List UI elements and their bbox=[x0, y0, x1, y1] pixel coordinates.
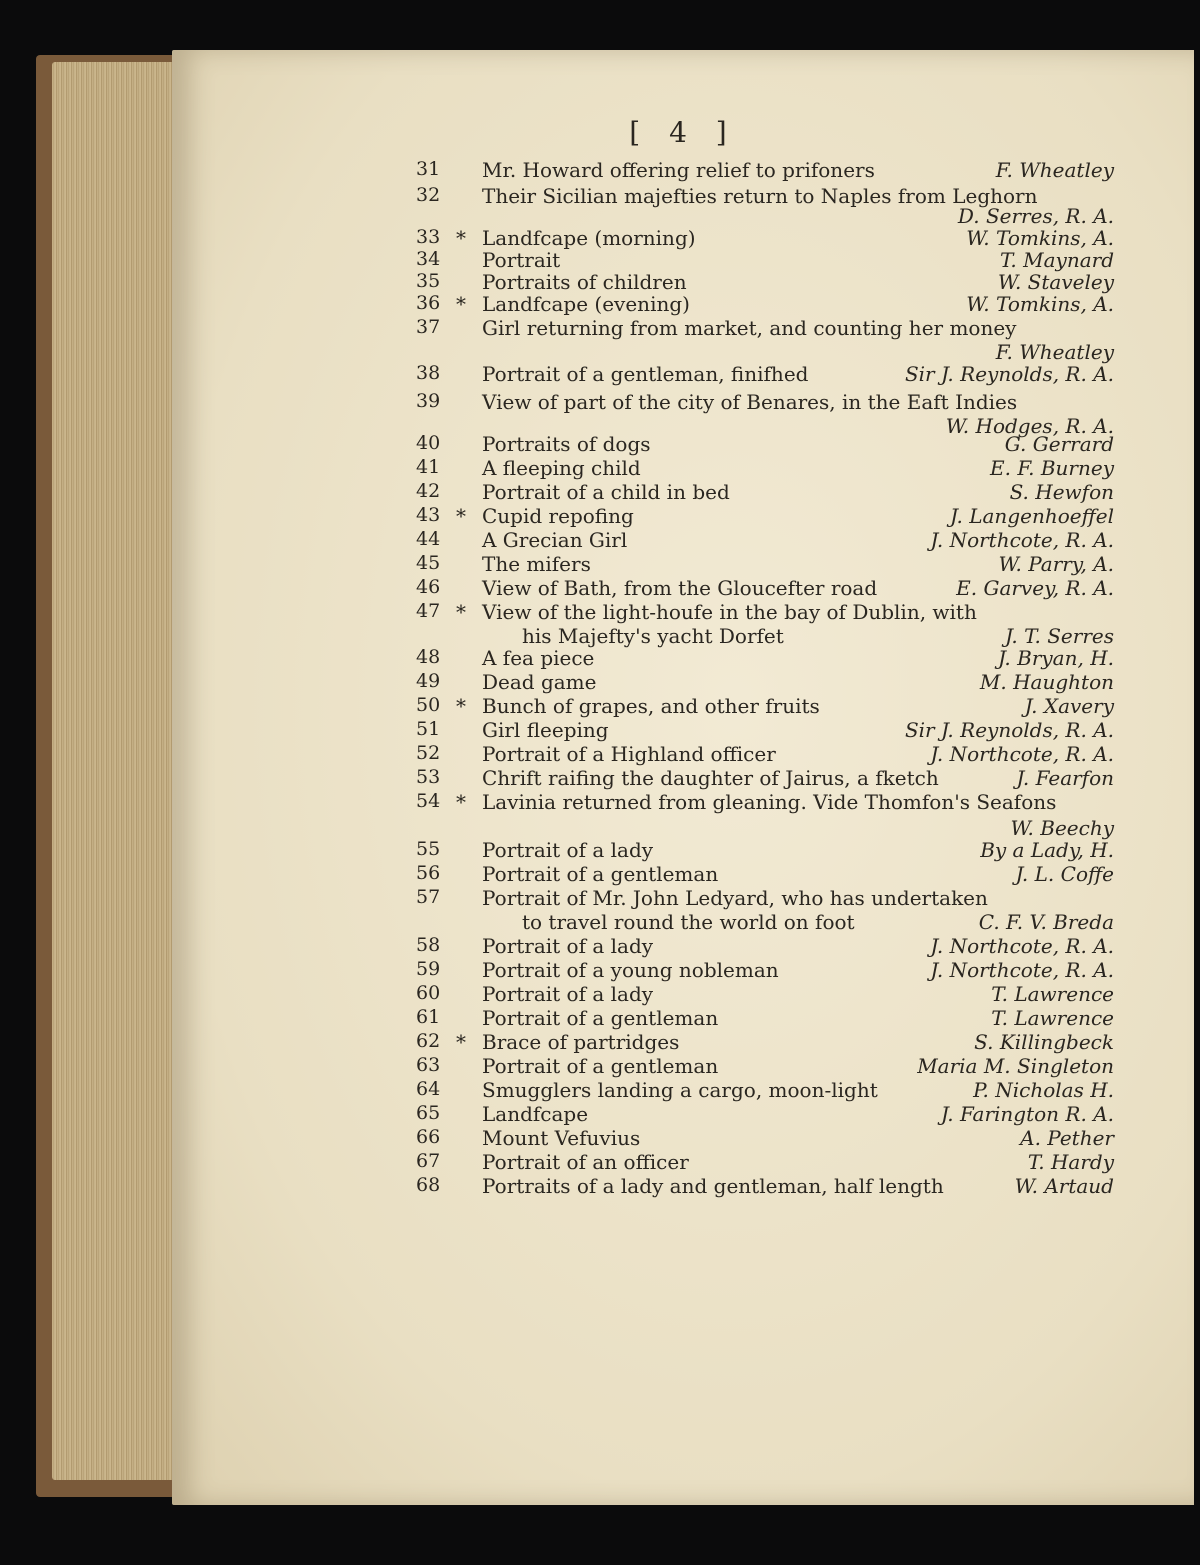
entry-title: View of Bath, from the Gloucefter road bbox=[482, 576, 878, 600]
entry-artist: G. Gerrard bbox=[1004, 432, 1114, 456]
catalogue-entry bbox=[172, 934, 1194, 958]
entry-number: 53 bbox=[416, 766, 441, 788]
entry-title: Portrait of a gentleman, finifhed bbox=[482, 362, 809, 386]
entry-title: Mr. Howard offering relief to prifoners bbox=[482, 158, 875, 182]
entry-number: 40 bbox=[416, 432, 441, 454]
entry-title: Portraits of a lady and gentleman, half length bbox=[482, 1174, 944, 1198]
entry-artist: W. Tomkins, A. bbox=[966, 292, 1114, 316]
entry-number: 41 bbox=[416, 456, 441, 478]
catalogue-entry bbox=[172, 1006, 1194, 1030]
entry-title: Portrait of a Highland officer bbox=[482, 742, 776, 766]
catalogue-entry bbox=[172, 362, 1194, 386]
entry-artist: M. Haughton bbox=[979, 670, 1114, 694]
catalogue-entry bbox=[172, 184, 1194, 228]
entry-title: Landfcape bbox=[482, 1102, 589, 1126]
entry-number: 34 bbox=[416, 248, 441, 270]
entry-artist: J. Northcote, R. A. bbox=[930, 528, 1114, 552]
entry-asterisk: * bbox=[456, 292, 466, 316]
entry-number: 64 bbox=[416, 1078, 441, 1100]
catalogue-entry bbox=[172, 480, 1194, 504]
catalogue-entry bbox=[172, 1126, 1194, 1150]
entry-asterisk: * bbox=[456, 600, 466, 624]
catalogue-entry bbox=[172, 1078, 1194, 1102]
entry-title: Cupid repofing bbox=[482, 504, 634, 528]
entry-asterisk: * bbox=[456, 504, 466, 528]
page-number-header: [ 4 ] bbox=[629, 116, 737, 149]
entry-number: 44 bbox=[416, 528, 441, 550]
entry-title: A fleeping child bbox=[482, 456, 641, 480]
entry-title: A fea piece bbox=[482, 646, 595, 670]
entry-artist: D. Serres, R. A. bbox=[957, 204, 1114, 228]
entry-title: Chrift raifing the daughter of Jairus, a fketch bbox=[482, 766, 939, 790]
catalogue-entry bbox=[172, 790, 1194, 840]
entry-artist: J. Fearfon bbox=[1016, 766, 1114, 790]
catalogue-entry bbox=[172, 1102, 1194, 1126]
catalogue-entry bbox=[172, 982, 1194, 1006]
catalogue-entry bbox=[172, 1030, 1194, 1054]
entry-title: Girl returning from market, and counting her money bbox=[482, 316, 1017, 340]
catalogue-entry bbox=[172, 270, 1194, 294]
catalogue-entry bbox=[172, 432, 1194, 456]
entry-asterisk: * bbox=[456, 694, 466, 718]
entry-number: 68 bbox=[416, 1174, 441, 1196]
entry-number: 66 bbox=[416, 1126, 441, 1148]
catalogue-entry bbox=[172, 958, 1194, 982]
entry-number: 60 bbox=[416, 982, 441, 1004]
catalogue-entry bbox=[172, 838, 1194, 862]
entry-artist: J. Langenhoeffel bbox=[950, 504, 1114, 528]
catalogue-entry bbox=[172, 862, 1194, 886]
entry-number: 33 bbox=[416, 226, 441, 248]
entry-artist: T. Lawrence bbox=[991, 982, 1114, 1006]
entry-number: 52 bbox=[416, 742, 441, 764]
entry-title: Portraits of children bbox=[482, 270, 687, 294]
entry-title-continued: to travel round the world on foot bbox=[522, 910, 855, 934]
entry-artist: T. Maynard bbox=[1000, 248, 1114, 272]
entry-asterisk: * bbox=[456, 790, 466, 814]
catalogue-entry bbox=[172, 576, 1194, 600]
entry-number: 36 bbox=[416, 292, 441, 314]
entry-title: Landfcape (evening) bbox=[482, 292, 690, 316]
entry-number: 59 bbox=[416, 958, 441, 980]
entry-number: 39 bbox=[416, 390, 441, 412]
entry-title: The mifers bbox=[482, 552, 591, 576]
page-edges bbox=[52, 62, 187, 1480]
entry-artist: F. Wheatley bbox=[995, 340, 1114, 364]
entry-artist: S. Hewfon bbox=[1009, 480, 1114, 504]
catalogue-entry bbox=[172, 742, 1194, 766]
entry-title: A Grecian Girl bbox=[482, 528, 628, 552]
entry-number: 57 bbox=[416, 886, 441, 908]
entry-artist: Sir J. Reynolds, R. A. bbox=[904, 718, 1114, 742]
entry-title: Portrait of a gentleman bbox=[482, 862, 719, 886]
entry-artist: C. F. V. Breda bbox=[978, 910, 1114, 934]
entry-number: 55 bbox=[416, 838, 441, 860]
entry-number: 31 bbox=[416, 158, 441, 180]
entry-title: Brace of partridges bbox=[482, 1030, 680, 1054]
catalogue-entry bbox=[172, 456, 1194, 480]
entry-number: 49 bbox=[416, 670, 441, 692]
catalogue-entry bbox=[172, 248, 1194, 272]
entry-number: 51 bbox=[416, 718, 441, 740]
catalogue-entry bbox=[172, 646, 1194, 670]
catalogue-entry bbox=[172, 528, 1194, 552]
entry-title: Portrait of a lady bbox=[482, 934, 654, 958]
entry-artist: W. Artaud bbox=[1014, 1174, 1114, 1198]
entry-title: Portrait of Mr. John Ledyard, who has undertaken bbox=[482, 886, 988, 910]
entry-asterisk: * bbox=[456, 1030, 466, 1054]
catalogue-entry bbox=[172, 766, 1194, 790]
entry-title: Landfcape (morning) bbox=[482, 226, 696, 250]
entry-number: 48 bbox=[416, 646, 441, 668]
entry-title: Portrait of a gentleman bbox=[482, 1054, 719, 1078]
catalogue-entry bbox=[172, 226, 1194, 250]
entry-artist: J. T. Serres bbox=[1004, 624, 1114, 648]
entry-artist: W. Beechy bbox=[1010, 816, 1114, 840]
catalogue-entry bbox=[172, 886, 1194, 934]
entry-number: 47 bbox=[416, 600, 441, 622]
entry-number: 45 bbox=[416, 552, 441, 574]
catalogue-entry bbox=[172, 316, 1194, 364]
entry-title: View of part of the city of Benares, in the Eaft Indies bbox=[482, 390, 1018, 414]
entry-artist: J. Farington R. A. bbox=[940, 1102, 1114, 1126]
entry-artist: J. Northcote, R. A. bbox=[930, 934, 1114, 958]
entry-number: 67 bbox=[416, 1150, 441, 1172]
entry-title: Mount Vefuvius bbox=[482, 1126, 641, 1150]
catalogue-entry bbox=[172, 600, 1194, 648]
catalogue-entry bbox=[172, 718, 1194, 742]
entry-title-continued: his Majefty's yacht Dorfet bbox=[522, 624, 784, 648]
entry-number: 37 bbox=[416, 316, 441, 338]
entry-number: 46 bbox=[416, 576, 441, 598]
entry-title: Portrait of a lady bbox=[482, 838, 654, 862]
entry-artist: J. L. Coffe bbox=[1015, 862, 1114, 886]
entry-artist: P. Nicholas H. bbox=[973, 1078, 1114, 1102]
catalogue-entry bbox=[172, 1150, 1194, 1174]
book-page bbox=[172, 50, 1194, 1505]
catalogue-entry bbox=[172, 694, 1194, 718]
entry-artist: J. Northcote, R. A. bbox=[930, 742, 1114, 766]
entry-artist: J. Xavery bbox=[1024, 694, 1114, 718]
entry-title: Their Sicilian majefties return to Naples from Leghorn bbox=[482, 184, 1038, 208]
entry-artist: Sir J. Reynolds, R. A. bbox=[904, 362, 1114, 386]
entry-title: Portrait of an officer bbox=[482, 1150, 689, 1174]
entry-artist: T. Hardy bbox=[1027, 1150, 1114, 1174]
entry-artist: By a Lady, H. bbox=[980, 838, 1114, 862]
entry-artist: W. Hodges, R. A. bbox=[945, 414, 1114, 438]
entry-number: 65 bbox=[416, 1102, 441, 1124]
entry-number: 58 bbox=[416, 934, 441, 956]
entry-title: Smugglers landing a cargo, moon-light bbox=[482, 1078, 878, 1102]
entry-number: 38 bbox=[416, 362, 441, 384]
entry-artist: J. Northcote, R. A. bbox=[930, 958, 1114, 982]
catalogue-entry bbox=[172, 670, 1194, 694]
catalogue-entry bbox=[172, 1174, 1194, 1198]
catalogue-entry bbox=[172, 552, 1194, 576]
entry-artist: W. Staveley bbox=[997, 270, 1114, 294]
entry-number: 43 bbox=[416, 504, 441, 526]
entry-artist: F. Wheatley bbox=[995, 158, 1114, 182]
entry-number: 54 bbox=[416, 790, 441, 812]
entry-title: Lavinia returned from gleaning. Vide Thomfon's Seafons bbox=[482, 790, 1057, 814]
entry-title: Portraits of dogs bbox=[482, 432, 651, 456]
catalogue-entry bbox=[172, 504, 1194, 528]
entry-artist: E. Garvey, R. A. bbox=[956, 576, 1114, 600]
entry-artist: Maria M. Singleton bbox=[917, 1054, 1114, 1078]
entry-title: Dead game bbox=[482, 670, 597, 694]
entry-number: 63 bbox=[416, 1054, 441, 1076]
catalogue-entry bbox=[172, 292, 1194, 316]
entry-artist: W. Tomkins, A. bbox=[966, 226, 1114, 250]
catalogue-entry bbox=[172, 390, 1194, 438]
entry-number: 32 bbox=[416, 184, 441, 206]
entry-number: 61 bbox=[416, 1006, 441, 1028]
entry-artist: E. F. Burney bbox=[990, 456, 1114, 480]
entry-artist: S. Killingbeck bbox=[974, 1030, 1114, 1054]
entry-asterisk: * bbox=[456, 226, 466, 250]
entry-title: View of the light-houfe in the bay of Dublin, with bbox=[482, 600, 977, 624]
entry-title: Bunch of grapes, and other fruits bbox=[482, 694, 820, 718]
entry-number: 35 bbox=[416, 270, 441, 292]
entry-title: Portrait of a child in bed bbox=[482, 480, 730, 504]
entry-number: 50 bbox=[416, 694, 441, 716]
entry-title: Portrait of a lady bbox=[482, 982, 654, 1006]
entry-artist: J. Bryan, H. bbox=[997, 646, 1114, 670]
entry-title: Girl fleeping bbox=[482, 718, 609, 742]
entry-number: 42 bbox=[416, 480, 441, 502]
entry-number: 56 bbox=[416, 862, 441, 884]
entry-title: Portrait of a young nobleman bbox=[482, 958, 779, 982]
catalogue-entry bbox=[172, 1054, 1194, 1078]
entry-title: Portrait bbox=[482, 248, 561, 272]
entry-number: 62 bbox=[416, 1030, 441, 1052]
entry-title: Portrait of a gentleman bbox=[482, 1006, 719, 1030]
entry-artist: A. Pether bbox=[1020, 1126, 1114, 1150]
entry-artist: W. Parry, A. bbox=[998, 552, 1114, 576]
entry-artist: T. Lawrence bbox=[991, 1006, 1114, 1030]
catalogue-entry bbox=[172, 158, 1194, 182]
